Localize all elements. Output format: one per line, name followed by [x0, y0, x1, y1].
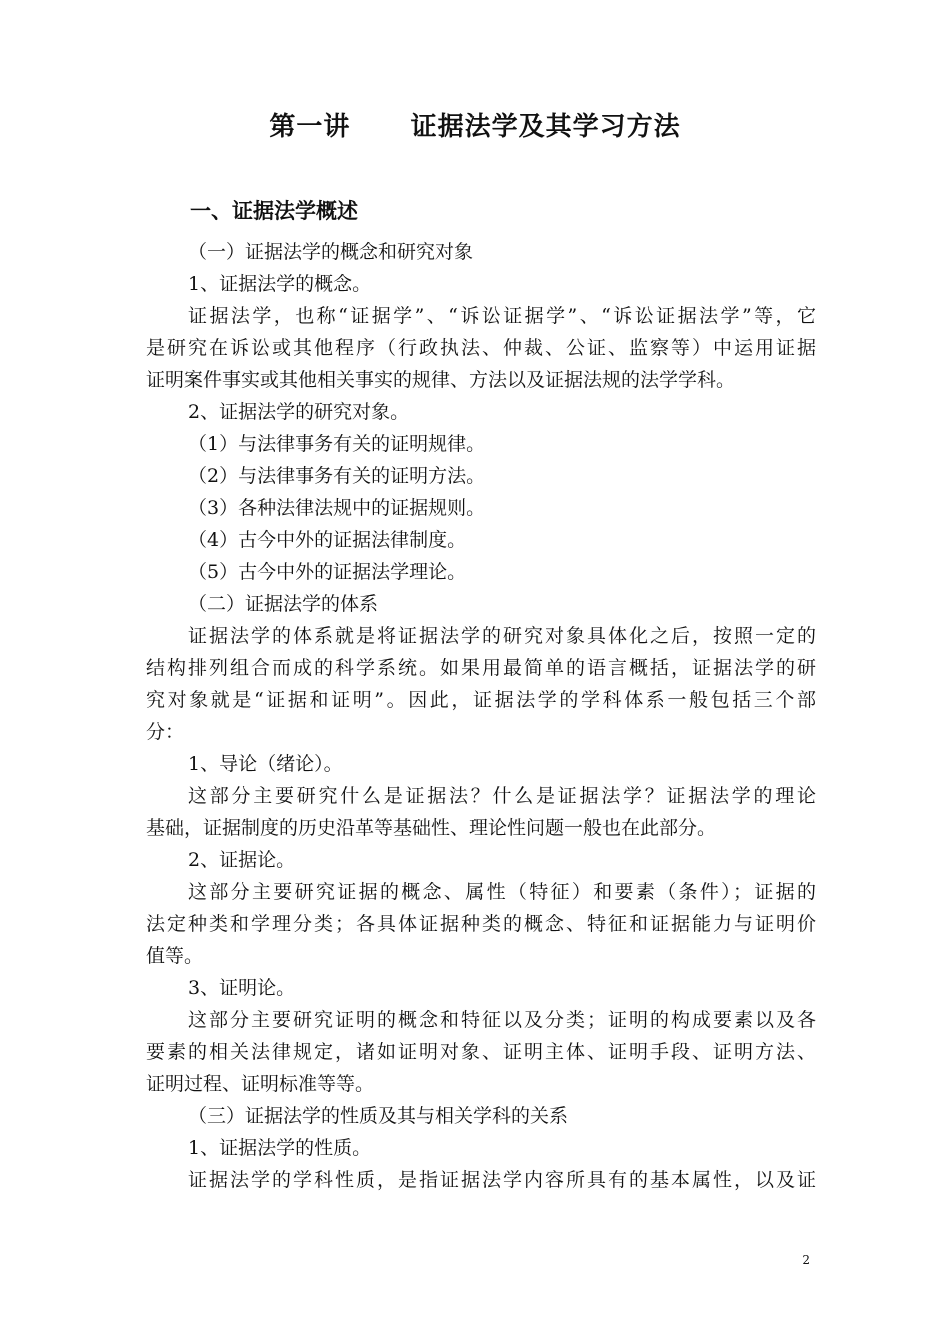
text-line: 1、证据法学的概念。: [188, 273, 372, 295]
text-line: （三）证据法学的性质及其与相关学科的关系: [188, 1105, 569, 1127]
text-line: 1、证据法学的性质。: [188, 1137, 372, 1159]
text-line: 值等。: [146, 945, 204, 967]
text-line: 是研究在诉讼或其他程序（行政执法、仲裁、公证、监察等）中运用证据: [146, 337, 816, 359]
text-line: （3）各种法律法规中的证据规则。: [188, 497, 486, 519]
text-line: 法定种类和学理分类；各具体证据种类的概念、特征和证据能力与证明价: [146, 913, 816, 935]
text-line: （1）与法律事务有关的证明规律。: [188, 433, 486, 455]
text-line: 究对象就是“证据和证明”。因此，证据法学的学科体系一般包括三个部: [146, 689, 816, 711]
body-text: [146, 236, 816, 1196]
page-number: 2: [802, 1253, 810, 1267]
text-line: 证明过程、证明标准等等。: [146, 1073, 375, 1095]
text-line: 证据法学的体系就是将证据法学的研究对象具体化之后，按照一定的: [188, 625, 816, 647]
section-heading: 一、证据法学概述: [190, 199, 358, 223]
text-line: 证据法学的学科性质，是指证据法学内容所具有的基本属性，以及证: [188, 1169, 816, 1191]
text-line: 结构排列组合而成的科学系统。如果用最简单的语言概括，证据法学的研: [146, 657, 816, 679]
text-line: （2）与法律事务有关的证明方法。: [188, 465, 486, 487]
page-title: 第一讲 证据法学及其学习方法: [269, 112, 681, 142]
text-line: 这部分主要研究什么是证据法？什么是证据法学？证据法学的理论: [188, 785, 816, 807]
text-line: 要素的相关法律规定，诸如证明对象、证明主体、证明手段、证明方法、: [146, 1041, 816, 1063]
text-line: 基础，证据制度的历史沿革等基础性、理论性问题一般也在此部分。: [146, 817, 717, 839]
text-line: 这部分主要研究证明的概念和特征以及分类；证明的构成要素以及各: [188, 1009, 816, 1031]
text-line: （5）古今中外的证据法学理论。: [188, 561, 467, 583]
text-line: 3、证明论。: [188, 977, 296, 999]
text-line: 2、证据论。: [188, 849, 296, 871]
text-line: 这部分主要研究证据的概念、属性（特征）和要素（条件）；证据的: [188, 881, 816, 903]
text-line: 2、证据法学的研究对象。: [188, 401, 410, 423]
text-line: 证明案件事实或其他相关事实的规律、方法以及证据法规的法学学科。: [146, 369, 736, 391]
text-line: 证据法学，也称“证据学”、“诉讼证据学”、“诉讼证据法学”等，它: [188, 305, 816, 327]
text-line: （4）古今中外的证据法律制度。: [188, 529, 467, 551]
text-line: （一）证据法学的概念和研究对象: [188, 241, 474, 263]
text-line: 分：: [146, 721, 185, 743]
text-line: （二）证据法学的体系: [188, 593, 379, 615]
text-line: 1、导论（绪论）。: [188, 753, 343, 775]
